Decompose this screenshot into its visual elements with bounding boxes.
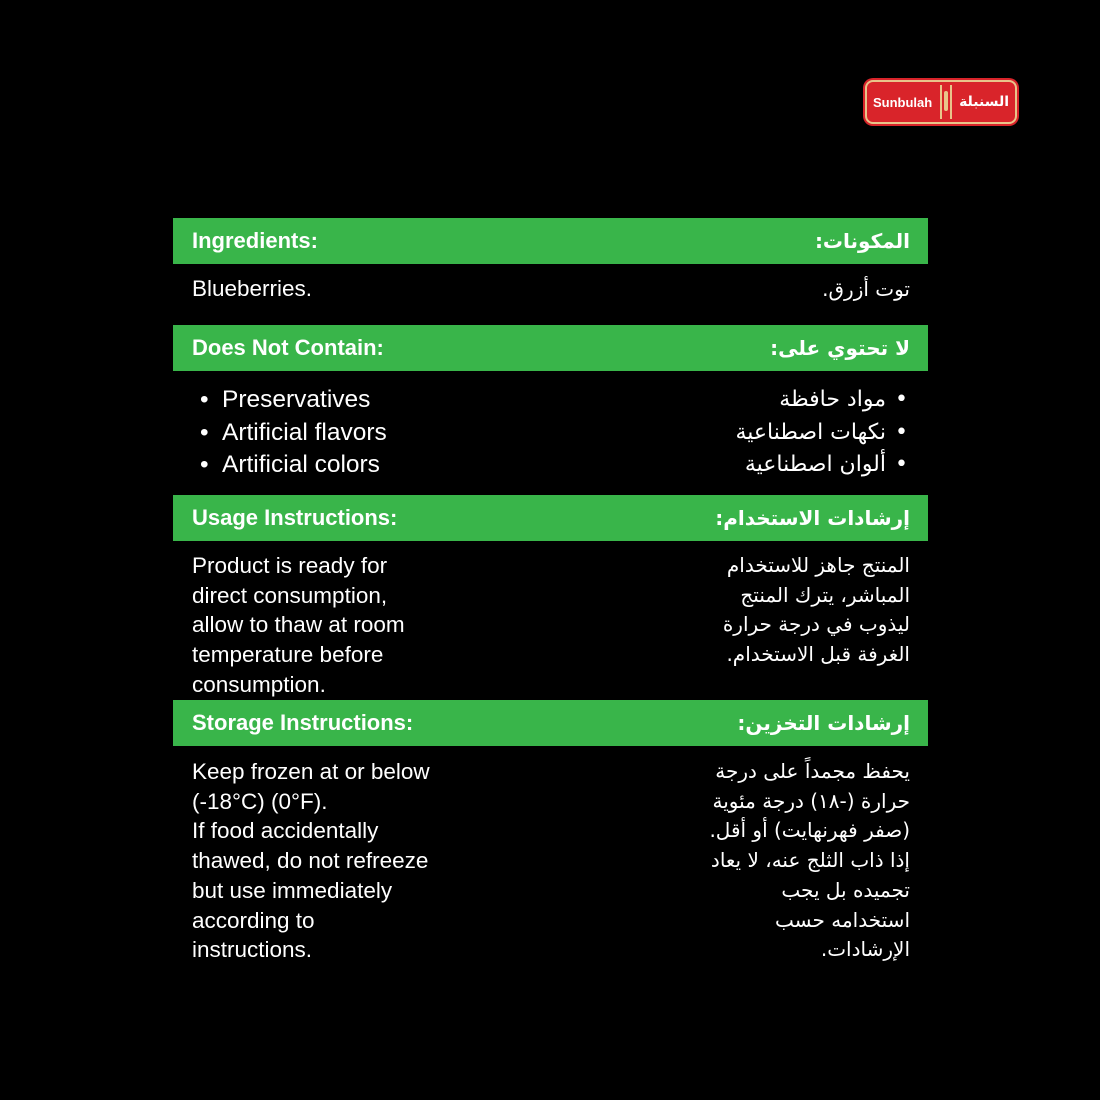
storage-text-ar xyxy=(709,757,910,965)
not-contain-list-en xyxy=(200,384,387,482)
storage-header xyxy=(173,700,928,746)
text-line: according to xyxy=(192,907,315,933)
does-not-contain-title-en: Does Not Contain: xyxy=(192,335,384,360)
storage-title-ar: إرشادات التخزين: xyxy=(737,711,910,735)
text-line: حرارة (-١٨) درجة مئوية xyxy=(712,788,910,813)
list-item: • مواد حافظة xyxy=(735,384,908,417)
text-line: If food accidentally xyxy=(192,818,379,844)
text-line: temperature before xyxy=(192,642,384,668)
logo-text-en: Sunbulah xyxy=(873,94,933,110)
text-line: الإرشادات. xyxy=(820,937,910,962)
text-line: Keep frozen at or below xyxy=(192,759,430,784)
list-item: • ألوان اصطناعية xyxy=(735,449,908,482)
not-contain-list-ar xyxy=(735,384,908,482)
list-item: • نكهات اصطناعية xyxy=(735,417,908,450)
usage-title-en: Usage Instructions: xyxy=(192,505,398,530)
does-not-contain-header xyxy=(173,325,928,371)
usage-title-ar: إرشادات الاستخدام: xyxy=(715,506,910,530)
text-line: الغرفة قبل الاستخدام. xyxy=(726,642,910,667)
list-item: • Artificial colors xyxy=(200,449,387,482)
list-item: • Preservatives xyxy=(200,384,387,417)
text-line: allow to thaw at room xyxy=(192,612,405,638)
sunbulah-logo xyxy=(865,80,1017,124)
text-line: direct consumption, xyxy=(192,582,388,608)
text-line: consumption. xyxy=(192,671,326,697)
ingredients-text-en: Blueberries. xyxy=(192,276,313,301)
text-line: يحفظ مجمداً على درجة xyxy=(715,759,910,783)
text-line: استخدامه حسب xyxy=(775,907,910,932)
logo-text-ar: السنبلة xyxy=(959,94,1009,110)
text-line: Product is ready for xyxy=(192,553,388,578)
text-line: thawed, do not refreeze xyxy=(192,848,429,874)
ingredients-title-en: Ingredients: xyxy=(192,228,318,253)
text-line: instructions. xyxy=(192,937,313,963)
usage-text-en xyxy=(192,551,405,700)
usage-header xyxy=(173,495,928,541)
storage-title-en: Storage Instructions: xyxy=(192,710,414,735)
text-line: (صفر فهرنهايت) أو أقل. xyxy=(709,818,910,843)
text-line: تجميده بل يجب xyxy=(781,877,910,902)
text-line: but use immediately xyxy=(192,877,393,903)
ingredients-text-ar: توت أزرق. xyxy=(822,277,910,301)
does-not-contain-title-ar: لا تحتوي على: xyxy=(770,336,910,360)
storage-text-en xyxy=(192,757,430,965)
text-line: (-18°C) (0°F). xyxy=(192,788,328,814)
text-line: المباشر، يترك المنتج xyxy=(740,582,910,607)
text-line: إذا ذاب الثلج عنه، لا يعاد xyxy=(710,848,910,873)
list-item: • Artificial flavors xyxy=(200,417,387,450)
wheat-emblem-icon xyxy=(940,85,952,119)
usage-text-ar xyxy=(723,551,910,670)
ingredients-header xyxy=(173,218,928,264)
text-line: ليذوب في درجة حرارة xyxy=(722,612,910,637)
ingredients-title-ar: المكونات: xyxy=(814,229,910,253)
text-line: المنتج جاهز للاستخدام xyxy=(726,553,910,577)
